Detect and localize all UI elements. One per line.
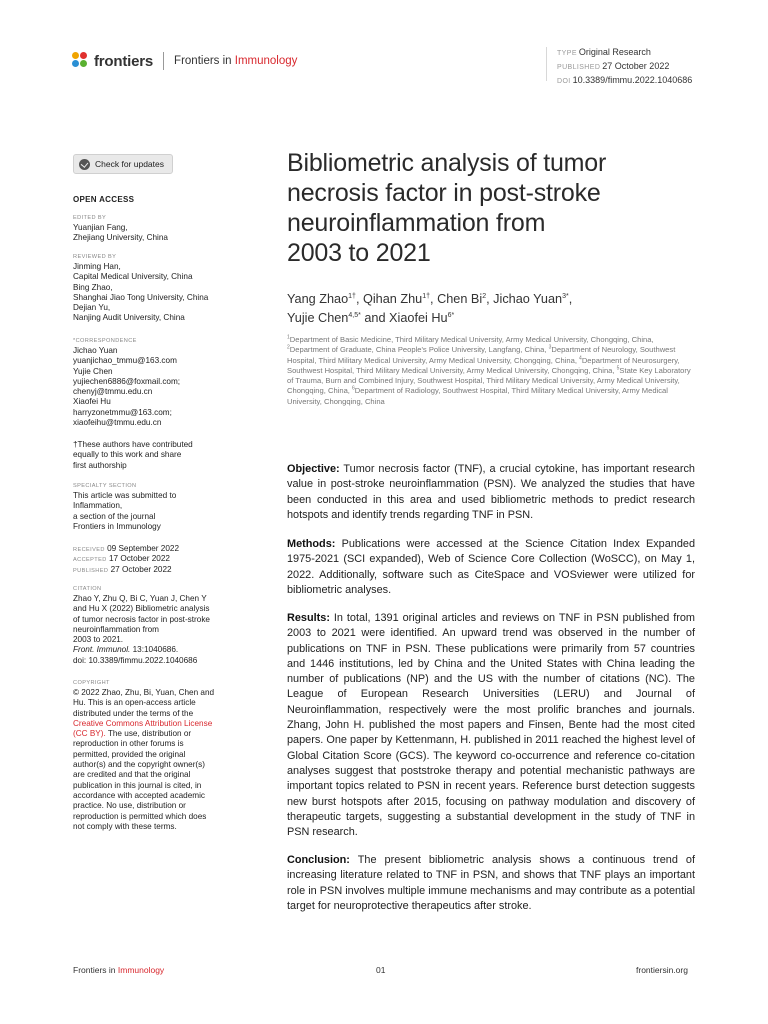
check-for-updates-button[interactable]: Check for updates: [73, 154, 173, 174]
correspondence: *CORRESPONDENCE Jichao Yuan yuanjichao_tmmu@163.com Yujie Chen yujiechen6886@foxmail.com; chenyj@tmmu.edu.cn Xiaofei Hu harryzonetmmu@163.com; xiaofeihu@tmmu.edu.cn: [73, 337, 238, 428]
cc-by-link[interactable]: (CC BY).: [73, 729, 106, 739]
brand-name: frontiers: [94, 52, 154, 70]
author-list: Yang Zhao$^{1\dagger}$, Qihan Zhu$^{1\dagger}$, Chen Bi$^2$, Jichao Yuan$^{3*}$, Yujie Chen$^{4,5*}$ and Xiaofei $Hu^{6*}$: [287, 292, 573, 325]
author-name[interactable]: , Chen Bi: [430, 292, 483, 306]
equal-contribution-note: †These authors have contributed equally to this work and share first authorship: [73, 440, 193, 470]
email-link[interactable]: xiaofeihu@tmmu.edu.cn: [73, 418, 162, 428]
open-access-label: OPEN ACCESS: [73, 195, 135, 204]
footer-journal[interactable]: Frontiers in Immunology: [73, 965, 165, 975]
abstract-objective: Objective: Tumor necrosis factor (TNF), a crucial cytokine, has important research value in post-stroke neuroinflammation (PSN). We analyzed the studies that have been conducted in this area and used bibliometric methods to predict research hotspots and identify trends regarding TNF in PSN.: [287, 463, 695, 521]
edited-by: EDITED BY Yuanjian Fang, Zhejiang University, China: [73, 215, 168, 243]
citation-doi[interactable]: doi: 10.3389/fimmu.2022.1040686: [73, 655, 198, 665]
article-type: Original Research: [578, 47, 651, 57]
frontiers-logo-icon: [72, 52, 90, 70]
reviewed-by: REVIEWED BY Jinming Han, Capital Medical University, China Bing Zhao, Shanghai Jiao Tong University, China Dejian Yu, Nanjing Audit University, China: [73, 254, 209, 323]
copyright: COPYRIGHT © 2022 Zhao, Zhu, Bi, Yuan, Chen and Hu. This is an open-access article distributed under the terms of the Creative Commons Attribution License (CC BY). The use, distribution or reproduction in other forums is permitted, provided the original author(s) and the copyright owner(s) are credited and that the original publication in this journal is cited, in accordance with accepted academic practice. No use, distribution or reproduction is permitted which does not comply with these terms.: [73, 679, 238, 832]
published-date: 27 October 2022: [602, 61, 670, 71]
article-meta: TYPE Original Research PUBLISHED 27 October 2022 DOI 10.3389/fimmu.2022.1040686: [557, 47, 693, 85]
footer-site-link[interactable]: frontiersin.org: [636, 965, 688, 975]
doi[interactable]: 10.3389/fimmu.2022.1040686: [572, 75, 693, 85]
cc-license-link[interactable]: Creative Commons Attribution License: [73, 718, 213, 728]
affiliations: $^1$Department of Basic Medicine, Third Military Medical University, Army Medical University, Chongqing, China, $^2$Department of Graduate, China People's Police University, Langfang, China, $^3$Department of Neurology, Southwest Hospital, Third Military Medical University, Army Medical University, Chongqing, China, $^4$Department of Neurosurgery, Southwest Hospital, Third Military Medical University, Army Medical University, Chongqing, China, $^5$State Key Laboratory of Trauma, Burn and Combined Injury, Southwest Hospital, Third Military Medical University, Army Medical University, Chongqing, China, $^6$Department of Radiology, Southwest Hospital, Third Military Medical University, Army Medical University, Chongqing, China: [287, 334, 691, 406]
abstract-conclusion: Conclusion: The present bibliometric analysis shows a continuous trend of increasing literature related to TNF in PSN, and shows that TNF plays an important role in PSN involves multiple immune mechanisms and may contribute as a potential target for neuroprotective therapeutics after stroke.: [287, 854, 695, 912]
specialty-section: SPECIALTY SECTION This article was submitted to Inflammation, a section of the journal Frontiers in Immunology: [73, 483, 177, 531]
article-title: Bibliometric analysis of tumor necrosis factor in post-stroke neuroinflammation from 2003 to 2021: [287, 149, 607, 267]
frontiers-logo[interactable]: [72, 52, 297, 70]
email-link[interactable]: yujiechen6886@foxmail.com;: [73, 376, 181, 386]
author-name[interactable]: and Xiaofei Hu: [360, 311, 448, 325]
author-name[interactable]: Yang Zhao: [287, 292, 349, 306]
header-divider: [163, 52, 164, 70]
page-number: 01: [376, 965, 386, 975]
check-updates-icon: [79, 159, 90, 170]
email-link[interactable]: chenyj@tmmu.edu.cn: [73, 387, 153, 397]
email-link[interactable]: yuanjichao_tmmu@163.com: [73, 356, 177, 366]
journal-name[interactable]: Frontiers in Immunology: [174, 55, 298, 67]
author-name[interactable]: , Qihan Zhu: [355, 292, 423, 306]
article-dates: RECEIVED 09 September 2022 ACCEPTED 17 October 2022 PUBLISHED 27 October 2022: [73, 544, 180, 574]
email-link[interactable]: harryzonetmmu@163.com;: [73, 407, 172, 417]
citation: CITATION Zhao Y, Zhu Q, Bi C, Yuan J, Chen Y and Hu X (2022) Bibliometric analysis of tumor necrosis factor in post-stroke neuroinflammation from 2003 to 2021. Front. Immunol. 13:1040686. doi: 10.3389/fimmu.2022.1040686: [73, 585, 238, 666]
meta-divider: [546, 47, 547, 81]
abstract-methods: Methods: Publications were accessed at the Science Citation Index Expanded 1975-2021 (SCI expanded), Web of Science Core Collection (WoSCC), on May 1, 2022. Additionally, software such as CiteSpace and VOSviewer were utilized for bibliometric analyses.: [287, 538, 695, 596]
author-name[interactable]: , Jichao Yuan: [486, 292, 563, 306]
author-name[interactable]: Yujie Chen: [287, 311, 349, 325]
abstract-results: Results: In total, 1391 original articles and reviews on TNF in PSN published from 2003 to 2021 were identified. An upward trend was observed in the number of publications on TNF in PSN. These publications were primarily from 57 countries and 1446 institutions, led by China and the United States with China leading the number of publications (NP) and the US with the number of citations (NC). The League of European Research Universities (LERU) and Journal of Neuroinflammation, respectively were the most prolific branches and journals. Zhang, John H. published the most papers and Finsen, Bente had the most cited papers. One paper by Kettenmann, H. published in 2011 reached the highest level of Global Citation Score (GCS). The keyword co-occurrence and reference co-citation analyses suggest that poststroke therapy and potential mechanistic pathways are important topics related to PSN in recent years. Reference burst detection suggests new burst hotspots after 2015, focusing on pathway modulation and discovery of therapeutic targets, suggesting a substantial development in the study of TNF in PSN research.: [287, 612, 695, 839]
